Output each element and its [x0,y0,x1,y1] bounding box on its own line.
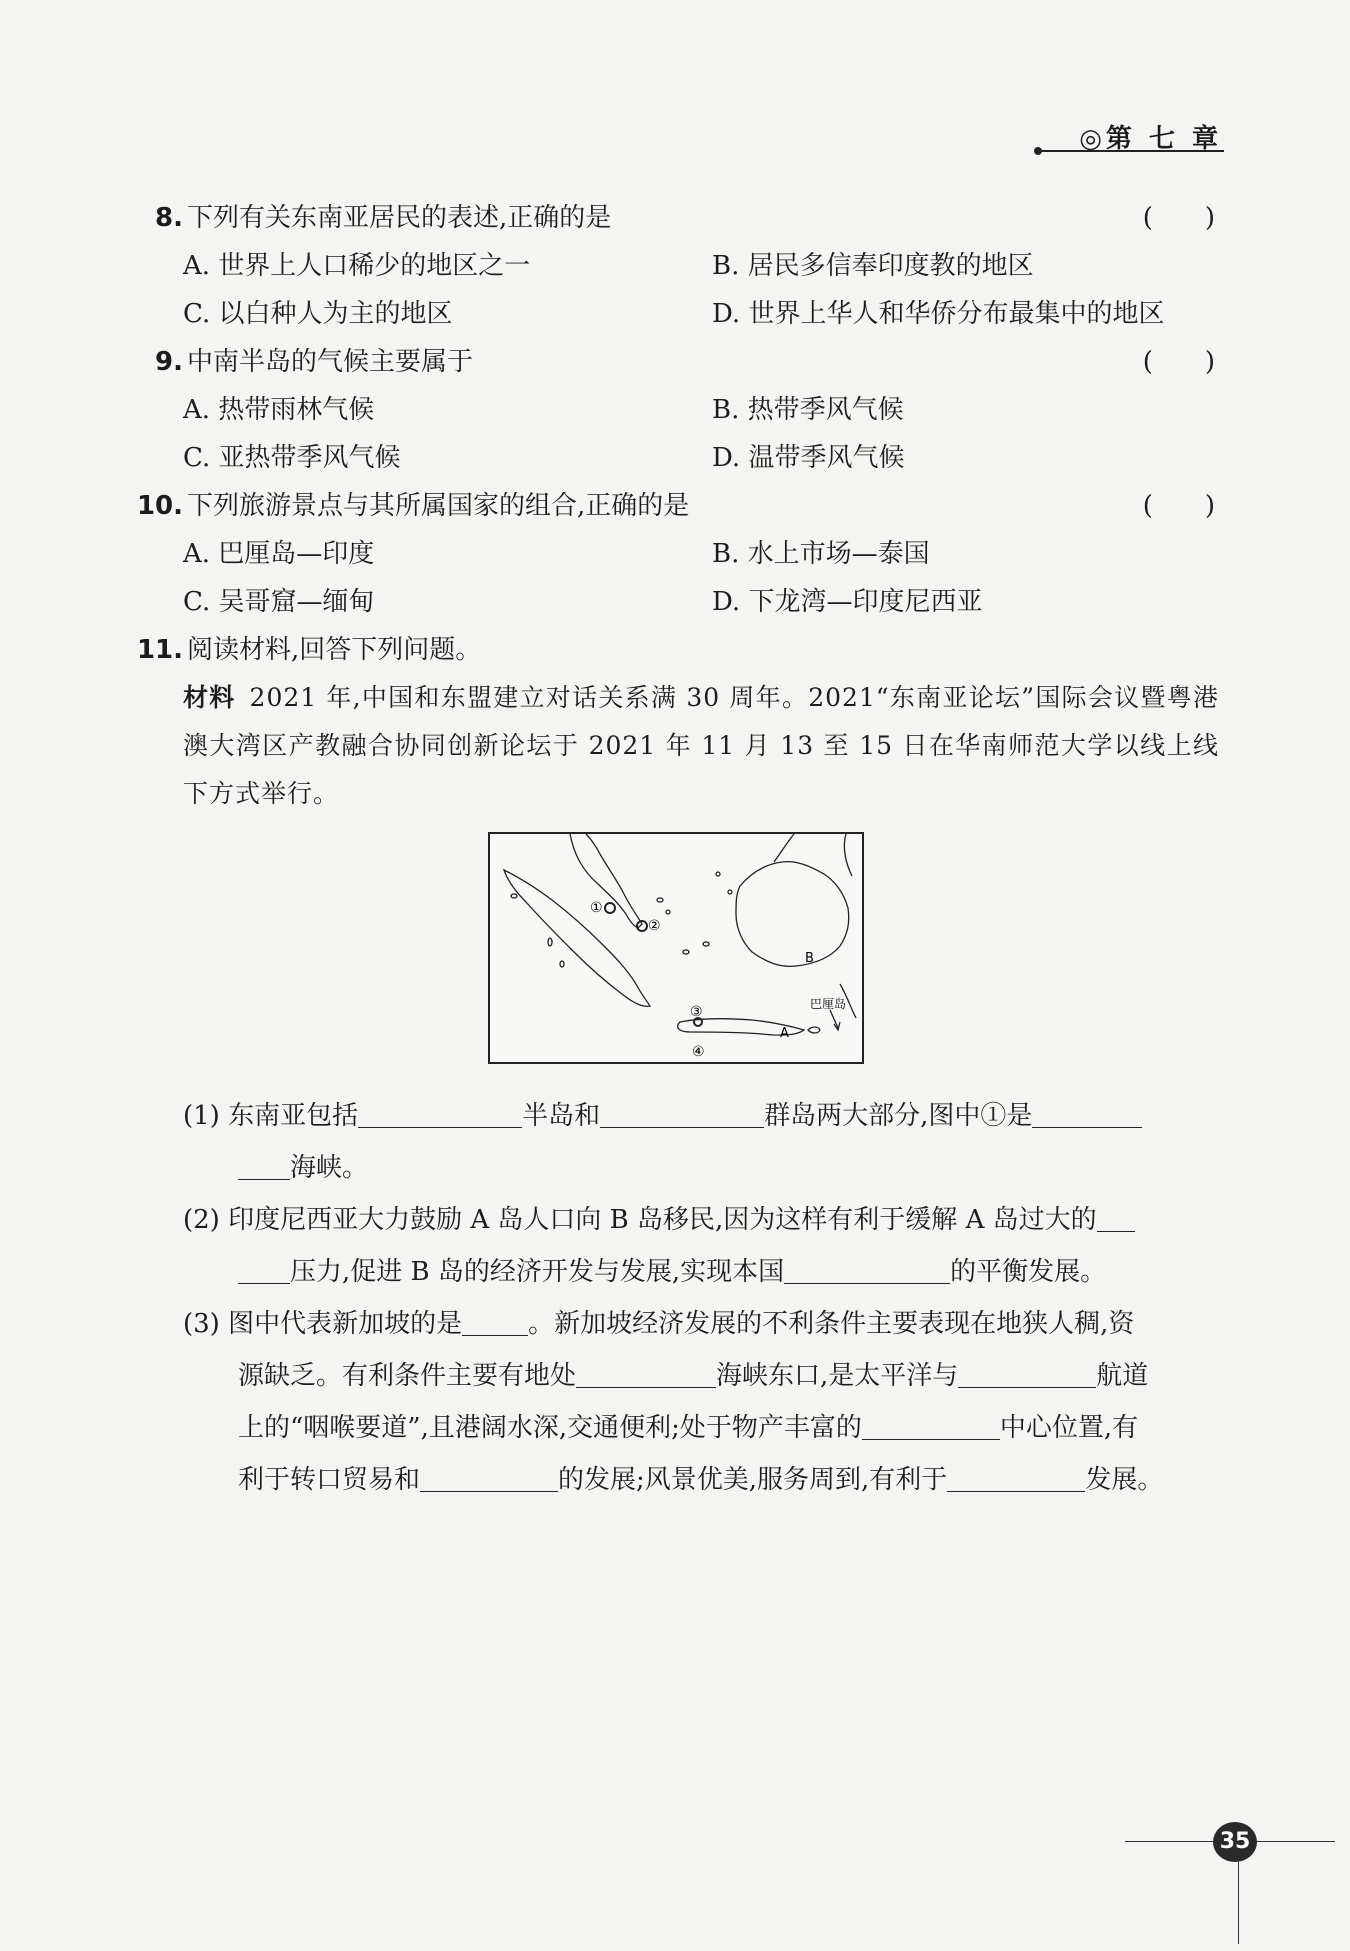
blank-industry[interactable] [420,1465,558,1492]
blank-strait-2[interactable] [576,1361,716,1388]
sub3-text-i: 的发展;风景优美,服务周到,有利于 [558,1465,948,1495]
chapter-header: ◎第 七 章 [1079,124,1222,154]
option-c[interactable]: C. 吴哥窟—缅甸 [183,587,375,617]
option-d[interactable]: D. 下龙湾—印度尼西亚 [712,587,983,617]
sub-question-3-line-4 [238,1454,1163,1506]
material-label: 材料 [183,683,236,712]
reading-material [183,674,1219,818]
sub-question-3-line-1 [183,1298,1134,1350]
map-label-2: ② [648,918,661,934]
question-text: 下列有关东南亚居民的表述,正确的是 [187,203,612,233]
option-c[interactable]: C. 亚热带季风气候 [183,443,401,473]
map-label-a: A [780,1026,789,1041]
question-10-stem [127,489,689,523]
question-11-stem [127,633,481,667]
page-number: 35 [1213,1822,1257,1862]
blank-region[interactable] [784,1257,950,1284]
sub3-text-h: 利于转口贸易和 [238,1465,421,1495]
sub3-text-b: 。新加坡经济发展的不利条件主要表现在地狭人稠,资 [528,1309,1135,1339]
sub3-text-j: 发展。 [1085,1465,1164,1495]
sub-question-3-line-3 [238,1402,1138,1454]
option-a[interactable]: A. 世界上人口稀少的地区之一 [183,251,531,281]
southeast-asia-map [488,832,864,1064]
map-label-4: ④ [692,1044,705,1060]
question-text: 下列旅游景点与其所属国家的组合,正确的是 [187,491,690,521]
footer-rule-vertical [1238,1862,1239,1944]
sub-question-2-line-2 [238,1246,1106,1298]
option-a[interactable]: A. 热带雨林气候 [183,395,375,425]
question-text: 中南半岛的气候主要属于 [187,347,474,377]
sub3-text-a: (3) 图中代表新加坡的是 [183,1309,463,1339]
sub-question-1-line-2 [238,1142,368,1194]
map-label-b: B [805,951,814,966]
sub3-text-c: 源缺乏。有利条件主要有地处 [238,1361,577,1391]
question-8-stem [143,201,611,235]
answer-parentheses[interactable]: ( ) [1142,347,1215,377]
blank-archipelago[interactable] [600,1101,764,1128]
blank-region-center[interactable] [862,1413,1000,1440]
blank-ocean[interactable] [958,1361,1096,1388]
map-drawing [490,834,862,1062]
blank-pressure-cont[interactable] [238,1257,290,1284]
question-number: 11. [136,635,183,665]
sub3-text-g: 中心位置,有 [999,1413,1139,1443]
option-b[interactable]: B. 热带季风气候 [712,395,904,425]
question-number: 10. [136,491,183,521]
option-d[interactable]: D. 温带季风气候 [712,443,905,473]
header-rule [1038,150,1224,152]
option-c[interactable]: C. 以白种人为主的地区 [183,299,453,329]
sub2-text-c: 的平衡发展。 [950,1257,1107,1287]
sub2-text-b: 压力,促进 B 岛的经济开发与发展,实现本国 [290,1257,785,1287]
map-label-bali: 巴厘岛 [810,997,847,1011]
option-d[interactable]: D. 世界上华人和华侨分布最集中的地区 [712,299,1165,329]
sub2-text-a: (2) 印度尼西亚大力鼓励 A 岛人口向 B 岛移民,因为这样有利于缓解 A 岛过大的 [183,1205,1097,1235]
sub3-text-d: 海峡东口,是太平洋与 [716,1361,959,1391]
answer-parentheses[interactable]: ( ) [1142,491,1215,521]
sub1-text-a: (1) 东南亚包括 [183,1101,359,1131]
blank-pressure[interactable] [1097,1205,1135,1232]
sub1-text-b: 半岛和 [522,1101,601,1131]
material-text: 2021 年,中国和东盟建立对话关系满 30 周年。2021“东南亚论坛”国际会议暨粤港澳大湾区产教融合协同创新论坛于 2021 年 11 月 13 至 15 日在华南师范大学以线上线下方式举行。 [183,683,1219,808]
sub1-text-d: 海峡。 [290,1153,369,1183]
sub3-text-f: 上的“咽喉要道”,且港阔水深,交通便利;处于物产丰富的 [238,1413,862,1443]
sub-question-3-line-2 [238,1350,1148,1402]
option-a[interactable]: A. 巴厘岛—印度 [183,539,375,569]
map-label-1: ① [590,900,603,916]
blank-singapore-number[interactable] [462,1309,528,1336]
blank-strait-1[interactable] [1032,1101,1142,1128]
question-text: 阅读材料,回答下列问题。 [187,635,482,665]
option-b[interactable]: B. 水上市场—泰国 [712,539,930,569]
question-9-stem [143,345,473,379]
sub3-text-e: 航道 [1096,1361,1149,1391]
answer-parentheses[interactable]: ( ) [1142,203,1215,233]
blank-strait-1-cont[interactable] [238,1153,290,1180]
map-label-3: ③ [690,1004,703,1020]
question-number: 9. [155,347,183,377]
question-number: 8. [155,203,183,233]
blank-peninsula[interactable] [358,1101,522,1128]
sub-question-1-line-1 [183,1090,1142,1142]
sub1-text-c: 群岛两大部分,图中①是 [764,1101,1033,1131]
option-b[interactable]: B. 居民多信奉印度教的地区 [712,251,1034,281]
sub-question-2-line-1 [183,1194,1135,1246]
blank-tourism[interactable] [947,1465,1085,1492]
